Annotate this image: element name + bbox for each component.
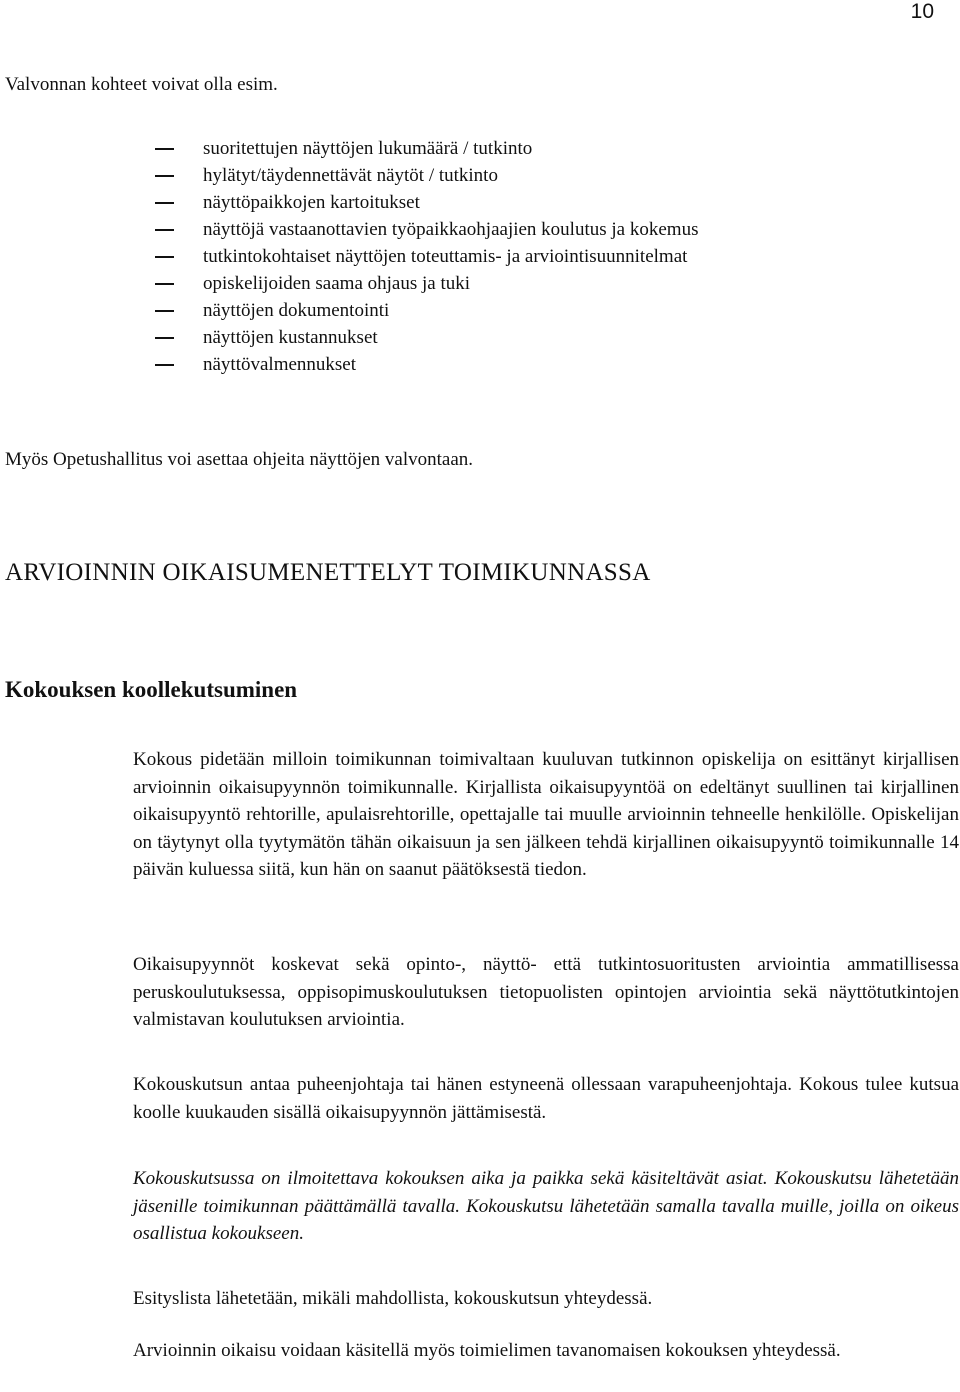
list-item: näyttövalmennukset — [155, 351, 698, 378]
dash-bullet-icon — [155, 283, 174, 285]
list-item: näyttöjen kustannukset — [155, 324, 698, 351]
dash-bullet-icon — [155, 337, 174, 339]
page-number: 10 — [910, 0, 934, 23]
dash-bullet-icon — [155, 256, 174, 258]
list-item: opiskelijoiden saama ohjaus ja tuki — [155, 270, 698, 297]
section-heading: ARVIOINNIN OIKAISUMENETTELYT TOIMIKUNNASSA — [5, 559, 651, 586]
list-item: hylätyt/täydennettävät näytöt / tutkinto — [155, 162, 698, 189]
dash-bullet-icon — [155, 148, 174, 150]
subheading: Kokouksen koollekutsuminen — [5, 677, 298, 702]
paragraph-invitation-issuer: Kokouskutsun antaa puheenjohtaja tai hänen estyneenä ollessaan varapuheenjohtaja. Kokous tulee kutsua koolle kuukauden sisällä oikaisupyynnön jättämisestä. — [133, 1074, 959, 1123]
note-text: Myös Opetushallitus voi asettaa ohjeita näyttöjen valvontaan. — [5, 449, 474, 470]
paragraph-requests-scope: Oikaisupyynnöt koskevat sekä opinto-, näyttö- että tutkintosuoritusten arviointia ammatillisessa peruskoulutuksessa, oppisopimuskoulutuksen tietopuolisten opintojen arviointia sekä näyttötutkintojen valmistavan koulutuksen arviointia. — [133, 954, 959, 1030]
dash-bullet-icon — [155, 364, 174, 366]
list-item: tutkintokohtaiset näyttöjen toteuttamis- ja arviointisuunnitelmat — [155, 243, 698, 270]
paragraph-agenda: Esityslista lähetetään, mikäli mahdollista, kokouskutsun yhteydessä. — [133, 1288, 653, 1309]
dash-bullet-icon — [155, 202, 174, 204]
paragraph-meeting-held: Kokous pidetään milloin toimikunnan toimivaltaan kuuluvan tutkinnon opiskelija on esittänyt kirjallisen arvioinnin oikaisupyynnön toimikunnalle. Kirjallista oikaisupyyntöä on edeltänyt suullinen tai kirjallinen oikaisupyyntö rehtorille, apulaisrehtorille, opettajalle tai muulle arvioinnin tehneelle henkilölle. Opiskelijan on täytynyt olla tyytymätön tähän oikaisuun ja sen jälkeen tehdä kirjallinen oikaisupyyntö toimikunnalle 14 päivän kuluessa siitä, kun hän on saanut päätöksestä tiedon. — [133, 749, 959, 880]
list-item: näyttöjen dokumentointi — [155, 297, 698, 324]
intro-text: Valvonnan kohteet voivat olla esim. — [5, 74, 278, 95]
paragraph-regular-meeting: Arvioinnin oikaisu voidaan käsitellä myös toimielimen tavanomaisen kokouksen yhteydessä. — [133, 1340, 841, 1361]
dash-bullet-icon — [155, 310, 174, 312]
monitoring-targets-list — [155, 135, 698, 378]
list-item: suoritettujen näyttöjen lukumäärä / tutkinto — [155, 135, 698, 162]
list-item: näyttöjä vastaanottavien työpaikkaohjaajien koulutus ja kokemus — [155, 216, 698, 243]
list-item: näyttöpaikkojen kartoitukset — [155, 189, 698, 216]
paragraph-invitation-content: Kokouskutsussa on ilmoitettava kokouksen aika ja paikka sekä käsiteltävät asiat. Kokouskutsu lähetetään jäsenille toimikunnan päättämällä tavalla. Kokouskutsu lähetetään samalla tavalla muille, joilla on oikeus osallistua kokoukseen. — [133, 1168, 959, 1244]
dash-bullet-icon — [155, 229, 174, 231]
dash-bullet-icon — [155, 175, 174, 177]
